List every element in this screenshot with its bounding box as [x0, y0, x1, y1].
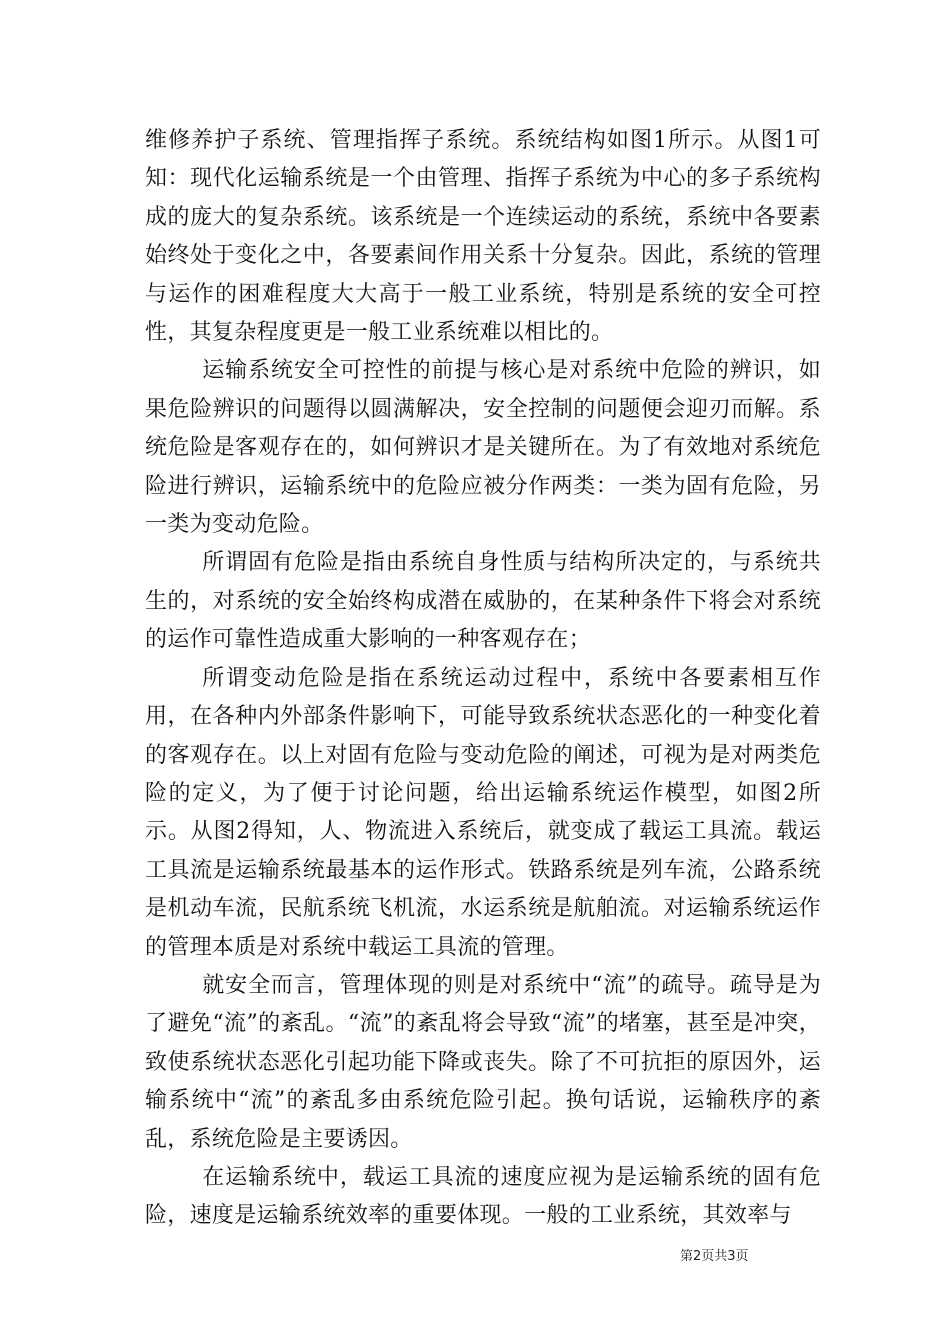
paragraph-2: 运输系统安全可控性的前提与核心是对系统中危险的辨识，如果危险辨识的问题得以圆满解决，安全控制的问题便会迎刃而解。系统危险是客观存在的，如何辨识才是关键所在。为了有效地对系统危险进行辨识，运输系统中的危险应被分作两类：一类为固有危险，另一类为变动危险。 — [145, 358, 821, 538]
paragraph-6: 在运输系统中，载运工具流的速度应视为是运输系统的固有危险，速度是运输系统效率的重要体现。一般的工业系统，其效率与 — [145, 1164, 821, 1229]
paragraph-4: 所谓变动危险是指在系统运动过程中，系统中各要素相互作用，在各种内外部条件影响下，可能导致系统状态恶化的一种变化着的客观存在。以上对固有危险与变动危险的阐述，可视为是对两类危险的定义，为了便于讨论问题，给出运输系统运作模型，如图2所示。从图2得知，人、物流进入系统后，就变成了载运工具流。载运工具流是运输系统最基本的运作形式。铁路系统是列车流，公路系统是机动车流，民航系统飞机流，水运系统是航舶流。对运输系统运作的管理本质是对系统中载运工具流的管理。 — [145, 665, 821, 960]
paragraph-1: 维修养护子系统、管理指挥子系统。系统结构如图1所示。从图1可知：现代化运输系统是一个由管理、指挥子系统为中心的多子系统构成的庞大的复杂系统。该系统是一个连续运动的系统，系统中各要素始终处于变化之中，各要素间作用关系十分复杂。因此，系统的管理与运作的困难程度大大高于一般工业系统，特别是系统的安全可控性，其复杂程度更是一般工业系统难以相比的。 — [145, 128, 821, 346]
paragraph-3: 所谓固有危险是指由系统自身性质与结构所决定的，与系统共生的，对系统的安全始终构成潜在威胁的，在某种条件下将会对系统的运作可靠性造成重大影响的一种客观存在； — [145, 550, 821, 653]
document-body — [145, 122, 821, 1236]
page-number-footer: 第2页共3页 — [680, 1249, 749, 1264]
paragraph-5: 就安全而言，管理体现的则是对系统中“流”的疏导。疏导是为了避免“流”的紊乱。“流”的紊乱将会导致“流”的堵塞，甚至是冲突，致使系统状态恶化引起功能下降或丧失。除了不可抗拒的原因外，运输系统中“流”的紊乱多由系统危险引起。换句话说，运输秩序的紊乱，系统危险是主要诱因。 — [145, 972, 821, 1152]
